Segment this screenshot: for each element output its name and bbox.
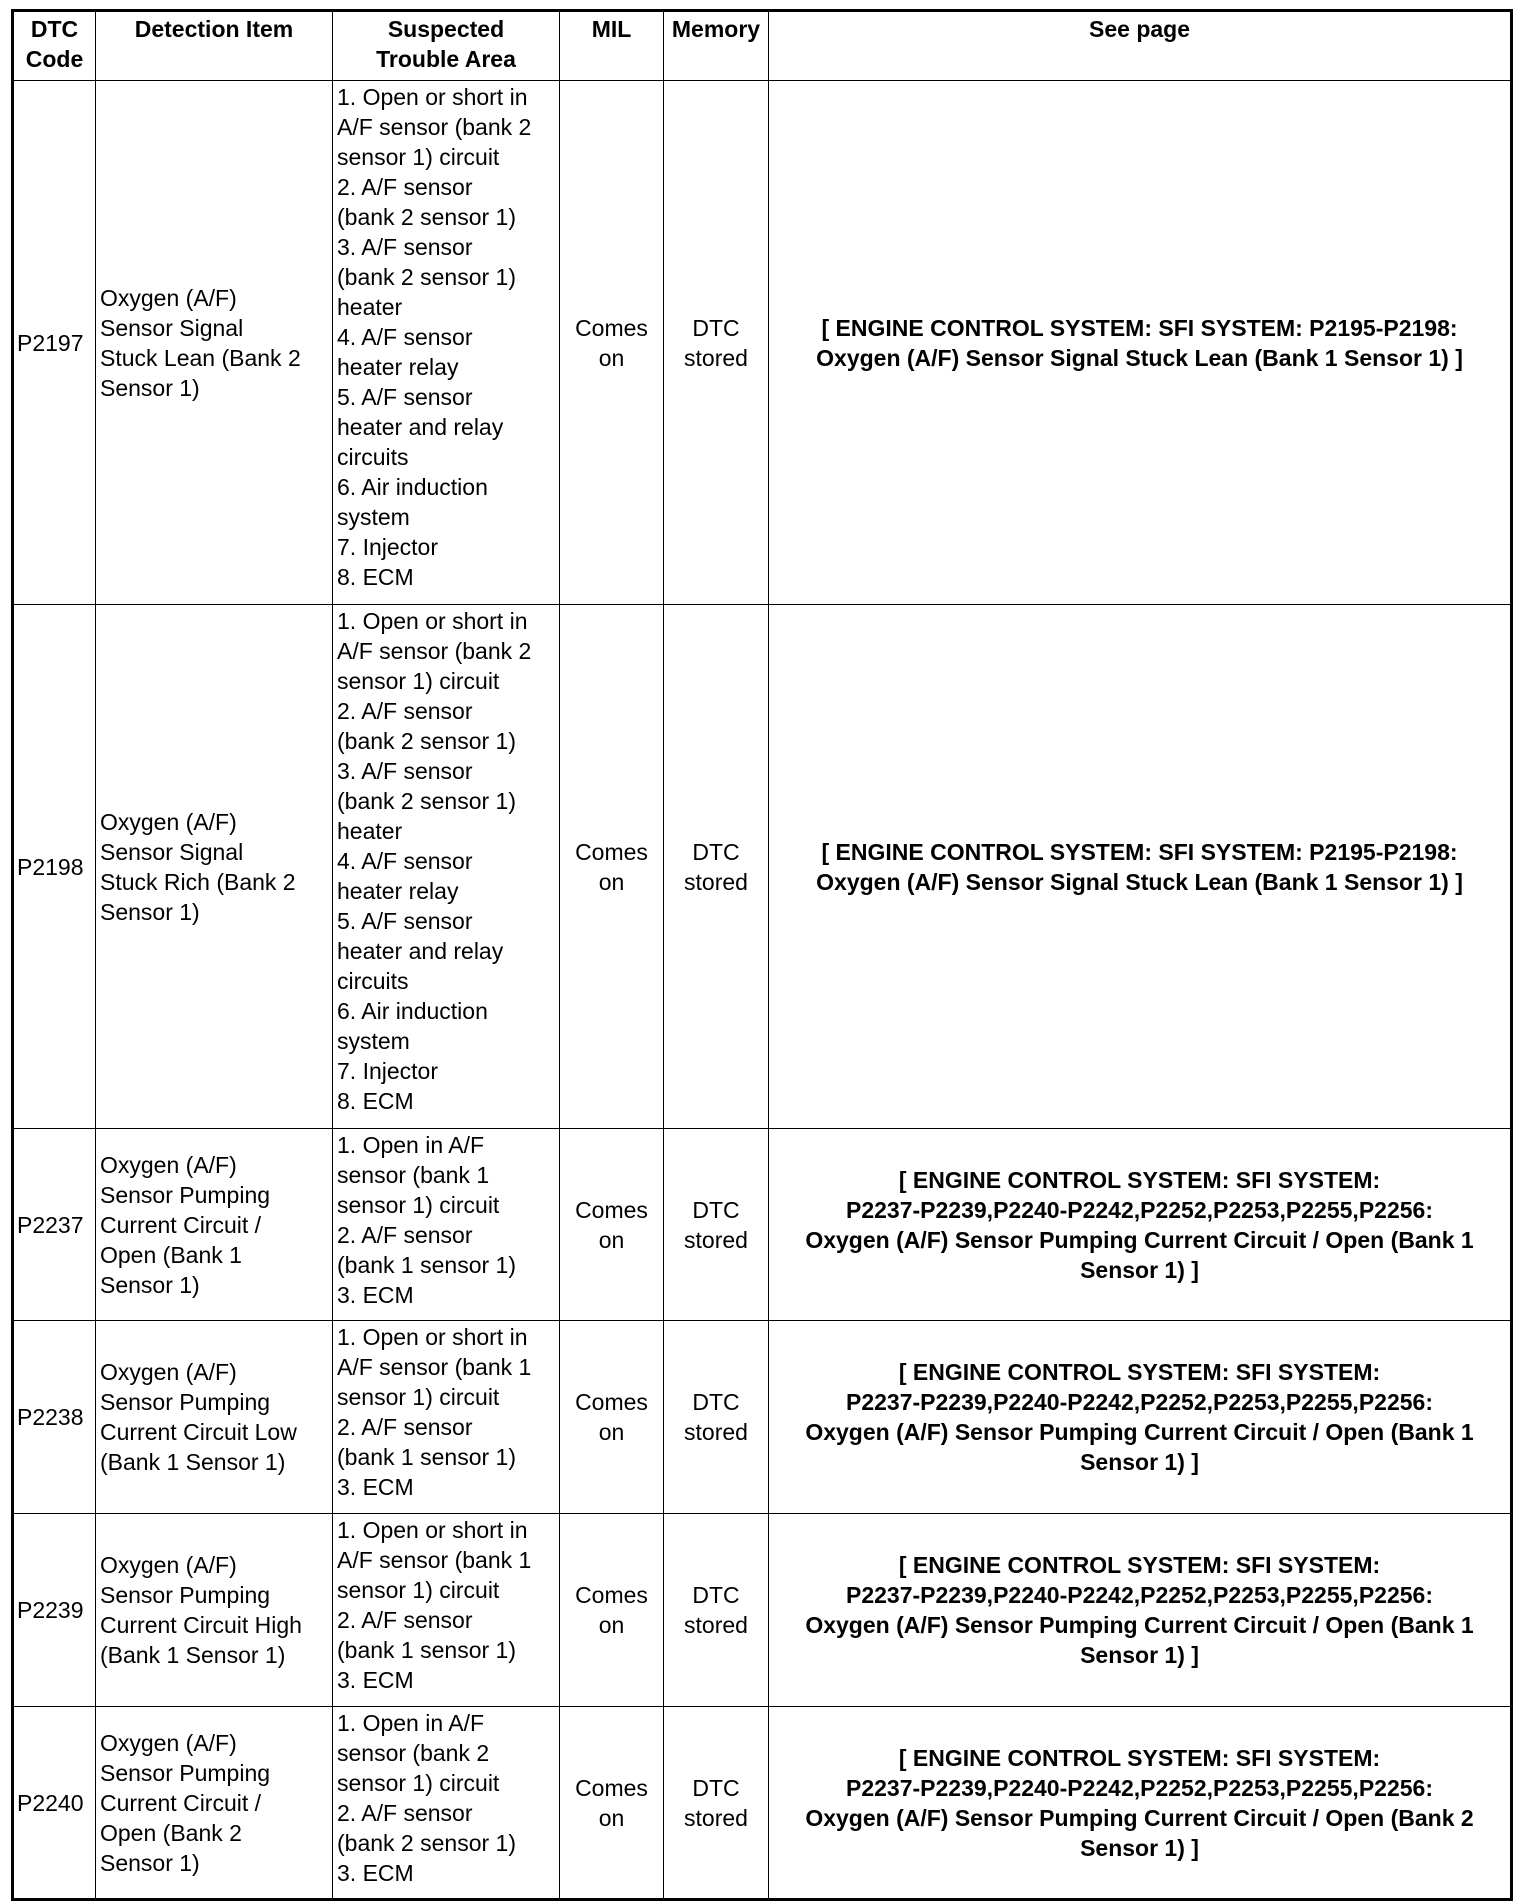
mil-cell xyxy=(560,1514,664,1707)
cell-line: [ ENGINE CONTROL SYSTEM: SFI SYSTEM: P2195-P2198: xyxy=(821,314,1458,341)
table-row xyxy=(13,1514,1512,1707)
cell-line: A/F sensor (bank 2 xyxy=(337,638,532,664)
cell-line: sensor 1) circuit xyxy=(337,1384,500,1410)
cell-line: 1. Open or short in xyxy=(337,608,528,634)
cell-line: 2. A/F sensor xyxy=(337,1222,473,1248)
cell-line: 8. ECM xyxy=(337,564,414,590)
cell-line: on xyxy=(598,868,625,895)
cell-line: 2. A/F sensor xyxy=(337,1414,473,1440)
cell-line: 2. A/F sensor xyxy=(337,174,473,200)
cell-line: sensor (bank 1 xyxy=(337,1162,490,1188)
trouble-area-cell xyxy=(333,1707,560,1900)
cell-line: DTC xyxy=(692,314,740,341)
memory-cell xyxy=(664,1321,769,1514)
cell-line: 5. A/F sensor xyxy=(337,908,473,934)
mil-cell xyxy=(560,1707,664,1900)
cell-line: Oxygen (A/F) Sensor Signal Stuck Lean (Bank 1 Sensor 1) ] xyxy=(816,868,1463,895)
header-dtc-code xyxy=(13,11,96,81)
cell-line: Sensor 1) xyxy=(100,1271,200,1298)
cell-line: 8. ECM xyxy=(337,1088,414,1114)
detection-item-cell xyxy=(96,1514,333,1707)
cell-line: (Bank 1 Sensor 1) xyxy=(100,1449,286,1475)
trouble-area-cell xyxy=(333,81,560,605)
cell-line: heater and relay xyxy=(337,938,504,964)
detection-item-cell xyxy=(96,1129,333,1321)
cell-line: [ ENGINE CONTROL SYSTEM: SFI SYSTEM: xyxy=(898,1359,1381,1385)
cell-line: [ ENGINE CONTROL SYSTEM: SFI SYSTEM: xyxy=(898,1552,1381,1578)
cell-line: heater xyxy=(337,294,403,320)
header-memory xyxy=(664,11,769,81)
cell-line: 6. Air induction xyxy=(337,474,488,500)
cell-line: (bank 2 sensor 1) xyxy=(337,204,516,230)
cell-line: (Bank 1 Sensor 1) xyxy=(100,1642,286,1668)
detection-item-cell xyxy=(96,81,333,605)
see-page-cell xyxy=(769,1707,1512,1900)
table-row xyxy=(13,1129,1512,1321)
cell-line: DTC xyxy=(692,1774,740,1801)
cell-line: 3. ECM xyxy=(337,1667,414,1693)
cell-line: sensor 1) circuit xyxy=(337,1770,500,1796)
cell-line: Sensor Pumping xyxy=(100,1181,271,1208)
cell-line: Sensor 1) ] xyxy=(1080,1834,1199,1861)
cell-line: Trouble Area xyxy=(376,46,516,72)
table-row xyxy=(13,1321,1512,1514)
cell-line: DTC xyxy=(30,16,79,42)
cell-line: Stuck Lean (Bank 2 xyxy=(100,344,301,371)
see-page-cell xyxy=(769,81,1512,605)
cell-line: heater xyxy=(337,818,403,844)
cell-line: Oxygen (A/F) Sensor Pumping Current Circuit / Open (Bank 2 xyxy=(805,1804,1474,1831)
cell-line: P2237-P2239,P2240-P2242,P2252,P2253,P2255,P2256: xyxy=(846,1389,1433,1415)
cell-line: on xyxy=(598,1419,625,1445)
cell-line: Oxygen (A/F) xyxy=(100,808,237,835)
detection-item-cell xyxy=(96,605,333,1129)
memory-cell xyxy=(664,1514,769,1707)
cell-line: Oxygen (A/F) xyxy=(100,1151,237,1178)
cell-line: stored xyxy=(684,868,748,895)
dtc-code-cell: P2198 xyxy=(13,605,96,1129)
cell-line: (bank 2 sensor 1) xyxy=(337,788,516,814)
cell-line: Comes xyxy=(575,838,648,865)
see-page-cell xyxy=(769,605,1512,1129)
dtc-code-cell: P2197 xyxy=(13,81,96,605)
cell-line: heater relay xyxy=(337,878,459,904)
cell-line: 3. ECM xyxy=(337,1860,414,1886)
cell-line: (bank 1 sensor 1) xyxy=(337,1637,516,1663)
cell-line: Oxygen (A/F) Sensor Pumping Current Circuit / Open (Bank 1 xyxy=(805,1226,1474,1253)
cell-line: sensor (bank 2 xyxy=(337,1740,490,1766)
trouble-area-cell xyxy=(333,605,560,1129)
cell-line: stored xyxy=(684,1226,748,1253)
cell-line: Sensor Pumping xyxy=(100,1582,271,1608)
cell-line: Sensor Pumping xyxy=(100,1759,271,1786)
table-row xyxy=(13,1707,1512,1900)
cell-line: Current Circuit / xyxy=(100,1789,262,1816)
header-mil xyxy=(560,11,664,81)
cell-line: Comes xyxy=(575,1196,648,1223)
cell-line: 1. Open or short in xyxy=(337,1324,528,1350)
cell-line: Current Circuit High xyxy=(100,1612,302,1638)
cell-line: Comes xyxy=(575,1774,648,1801)
cell-line: 1. Open in A/F xyxy=(337,1710,485,1736)
cell-line: A/F sensor (bank 2 xyxy=(337,114,532,140)
cell-line: Open (Bank 2 xyxy=(100,1819,242,1846)
cell-line: circuits xyxy=(337,444,409,470)
cell-line: [ ENGINE CONTROL SYSTEM: SFI SYSTEM: xyxy=(898,1744,1381,1771)
cell-line: Oxygen (A/F) xyxy=(100,1729,237,1756)
memory-cell xyxy=(664,1129,769,1321)
cell-line: 6. Air induction xyxy=(337,998,488,1024)
cell-line: Sensor 1) ] xyxy=(1080,1449,1199,1475)
dtc-code-cell: P2239 xyxy=(13,1514,96,1707)
cell-line: Detection Item xyxy=(134,16,294,42)
cell-line: 4. A/F sensor xyxy=(337,324,473,350)
cell-line: Sensor Signal xyxy=(100,838,244,865)
header-detection-item xyxy=(96,11,333,81)
table-row xyxy=(13,605,1512,1129)
cell-line: system xyxy=(337,504,410,530)
cell-line: heater and relay xyxy=(337,414,504,440)
cell-line: Sensor 1) xyxy=(100,1849,200,1876)
cell-line: on xyxy=(598,1612,625,1638)
cell-line: 3. ECM xyxy=(337,1474,414,1500)
cell-line: Sensor 1) ] xyxy=(1080,1642,1199,1668)
cell-line: P2237-P2239,P2240-P2242,P2252,P2253,P2255,P2256: xyxy=(846,1196,1433,1223)
mil-cell xyxy=(560,81,664,605)
header-row xyxy=(13,11,1512,81)
cell-line: [ ENGINE CONTROL SYSTEM: SFI SYSTEM: xyxy=(898,1166,1381,1193)
table-header xyxy=(13,11,1512,81)
dtc-code-cell: P2240 xyxy=(13,1707,96,1900)
cell-line: stored xyxy=(684,344,748,371)
see-page-cell xyxy=(769,1514,1512,1707)
cell-line: on xyxy=(598,344,625,371)
cell-line: (bank 2 sensor 1) xyxy=(337,1830,516,1856)
cell-line: stored xyxy=(684,1419,748,1445)
cell-line: on xyxy=(598,1226,625,1253)
cell-line: Suspected xyxy=(387,16,505,42)
memory-cell xyxy=(664,81,769,605)
cell-line: 1. Open in A/F xyxy=(337,1132,485,1158)
cell-line: Sensor Pumping xyxy=(100,1389,271,1415)
cell-line: sensor 1) circuit xyxy=(337,144,500,170)
cell-line: Sensor 1) xyxy=(100,374,200,401)
cell-line: heater relay xyxy=(337,354,459,380)
table-row xyxy=(13,81,1512,605)
cell-line: Comes xyxy=(575,314,648,341)
table-body xyxy=(13,81,1512,1900)
header-suspected-trouble-area xyxy=(333,11,560,81)
cell-line: Comes xyxy=(575,1582,648,1608)
cell-line: Sensor 1) ] xyxy=(1080,1256,1199,1283)
cell-line: DTC xyxy=(692,1389,740,1415)
mil-cell xyxy=(560,1321,664,1514)
cell-line: [ ENGINE CONTROL SYSTEM: SFI SYSTEM: P2195-P2198: xyxy=(821,838,1458,865)
trouble-area-cell xyxy=(333,1129,560,1321)
header-see-page xyxy=(769,11,1512,81)
cell-line: 7. Injector xyxy=(337,534,438,560)
cell-line: P2237-P2239,P2240-P2242,P2252,P2253,P2255,P2256: xyxy=(846,1582,1433,1608)
cell-line: sensor 1) circuit xyxy=(337,1192,500,1218)
dtc-code-cell: P2237 xyxy=(13,1129,96,1321)
cell-line: Oxygen (A/F) Sensor Pumping Current Circuit / Open (Bank 1 xyxy=(805,1612,1474,1638)
cell-line: Open (Bank 1 xyxy=(100,1241,242,1268)
cell-line: (bank 2 sensor 1) xyxy=(337,728,516,754)
cell-line: system xyxy=(337,1028,410,1054)
cell-line: 3. A/F sensor xyxy=(337,758,473,784)
detection-item-cell xyxy=(96,1321,333,1514)
cell-line: Current Circuit Low xyxy=(100,1419,297,1445)
cell-line: stored xyxy=(684,1612,748,1638)
cell-line: stored xyxy=(684,1804,748,1831)
cell-line: Sensor Signal xyxy=(100,314,244,341)
cell-line: (bank 1 sensor 1) xyxy=(337,1252,516,1278)
mil-cell xyxy=(560,1129,664,1321)
cell-line: on xyxy=(598,1804,625,1831)
cell-line: Oxygen (A/F) xyxy=(100,1359,237,1385)
cell-line: Code xyxy=(25,46,84,72)
cell-line: Oxygen (A/F) Sensor Signal Stuck Lean (Bank 1 Sensor 1) ] xyxy=(816,344,1463,371)
cell-line: circuits xyxy=(337,968,409,994)
mil-cell xyxy=(560,605,664,1129)
detection-item-cell xyxy=(96,1707,333,1900)
cell-line: P2237-P2239,P2240-P2242,P2252,P2253,P2255,P2256: xyxy=(846,1774,1433,1801)
cell-line: Oxygen (A/F) xyxy=(100,1552,237,1578)
cell-line: 2. A/F sensor xyxy=(337,1800,473,1826)
cell-line: DTC xyxy=(692,1582,740,1608)
dtc-code-cell: P2238 xyxy=(13,1321,96,1514)
cell-line: 1. Open or short in xyxy=(337,1517,528,1543)
cell-line: Comes xyxy=(575,1389,648,1415)
cell-line: Oxygen (A/F) Sensor Pumping Current Circuit / Open (Bank 1 xyxy=(805,1419,1474,1445)
trouble-area-cell xyxy=(333,1514,560,1707)
cell-line: 4. A/F sensor xyxy=(337,848,473,874)
cell-line: 1. Open or short in xyxy=(337,84,528,110)
cell-line: 2. A/F sensor xyxy=(337,698,473,724)
cell-line: 5. A/F sensor xyxy=(337,384,473,410)
memory-cell xyxy=(664,1707,769,1900)
cell-line: DTC xyxy=(692,838,740,865)
cell-line: sensor 1) circuit xyxy=(337,1577,500,1603)
cell-line: MIL xyxy=(591,16,632,42)
cell-line: See page xyxy=(1089,16,1190,42)
trouble-area-cell xyxy=(333,1321,560,1514)
cell-line: A/F sensor (bank 1 xyxy=(337,1354,532,1380)
cell-line: Memory xyxy=(671,16,761,42)
see-page-cell xyxy=(769,1129,1512,1321)
cell-line: 2. A/F sensor xyxy=(337,1607,473,1633)
cell-line: 3. A/F sensor xyxy=(337,234,473,260)
cell-line: 3. ECM xyxy=(337,1282,414,1308)
see-page-cell xyxy=(769,1321,1512,1514)
cell-line: (bank 2 sensor 1) xyxy=(337,264,516,290)
cell-line: Oxygen (A/F) xyxy=(100,284,237,311)
cell-line: sensor 1) circuit xyxy=(337,668,500,694)
cell-line: A/F sensor (bank 1 xyxy=(337,1547,532,1573)
cell-line: 7. Injector xyxy=(337,1058,438,1084)
memory-cell xyxy=(664,605,769,1129)
cell-line: DTC xyxy=(692,1196,740,1223)
dtc-table xyxy=(11,9,1513,1901)
cell-line: Current Circuit / xyxy=(100,1211,262,1238)
cell-line: (bank 1 sensor 1) xyxy=(337,1444,516,1470)
cell-line: Stuck Rich (Bank 2 xyxy=(100,868,296,895)
cell-line: Sensor 1) xyxy=(100,898,200,925)
